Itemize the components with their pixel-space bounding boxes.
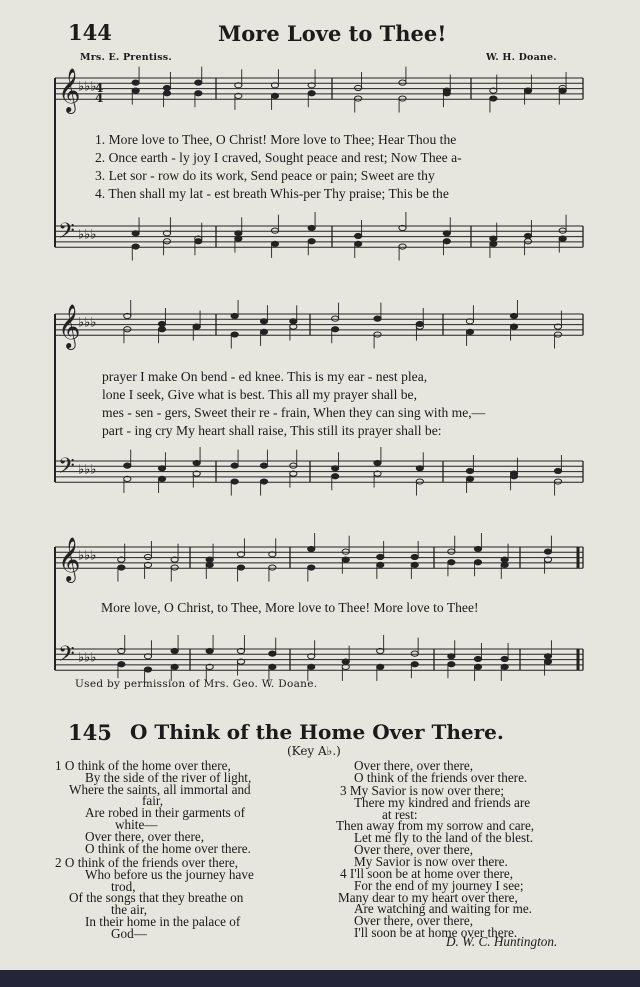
svg-text:4: 4 (95, 91, 104, 105)
svg-text:♭♭♭: ♭♭♭ (78, 650, 97, 666)
page-edge (0, 970, 640, 987)
verse-line-4a: 4. Then shall my lat - est breath Whis-per Thy praise; This be the (95, 186, 449, 201)
key-signature: (Key A♭.) (287, 744, 341, 758)
stanza-3: 3 My Savior is now over there; There my kindred and friends are at rest: Then away from my sorrow and care, Let me fly to the land of the blest. Over there, over there, My Savior is now over there. (336, 783, 535, 869)
verse-line-4b: part - ing cry My heart shall raise, This still its prayer shall be: (102, 423, 442, 438)
svg-text:♭♭♭: ♭♭♭ (78, 462, 97, 478)
permission-note: Used by permission of Mrs. Geo. W. Doane. (75, 678, 318, 690)
svg-text:♭♭♭: ♭♭♭ (78, 548, 97, 564)
svg-text:𝄞: 𝄞 (58, 68, 81, 113)
verse-line-3a: 3. Let sor - row do its work, Send peace or pain; Sweet are thy (95, 168, 435, 183)
author-signature: D. W. C. Huntington. (446, 934, 558, 949)
verse-line-1b: prayer I make On bend - ed knee. This is my ear - nest plea, (102, 369, 428, 384)
stanza-1-cont: Over there, over there, O think of the friends over there. (354, 758, 528, 785)
svg-text:4: 4 (95, 81, 104, 95)
svg-text:𝄞: 𝄞 (58, 537, 81, 582)
hymn-title: More Love to Thee! (218, 21, 447, 46)
hymn-number: 144 (68, 20, 112, 45)
stanza-1: 1 O think of the home over there, By the side of the river of light, Where the saints, all immortal and fair, Are robed in their garments of white— Over there, over there, O think of the home over there. (55, 758, 252, 856)
refrain-line: More love, O Christ, to Thee, More love to Thee! More love to Thee! (101, 600, 479, 615)
composer-credit: W. H. Doane. (486, 52, 557, 63)
verse-line-2b: lone I seek, Give what is best. This all my prayer shall be, (102, 387, 417, 402)
svg-text:𝄞: 𝄞 (58, 304, 81, 349)
stanza-2: 2 O think of the friends over there, Who before us the journey have trod, Of the songs that they breathe on the air, In their home in the palace of God— (55, 855, 254, 941)
verse-line-2a: 2. Once earth - ly joy I craved, Sought peace and rest; Now Thee a- (95, 150, 462, 165)
svg-text:𝄢: 𝄢 (58, 641, 75, 672)
stanza-4: 4 I'll soon be at home over there, For the end of my journey I see; Many dear to my heart over there, Are watching and waiting for me. Over there, over there, I'll soon be at home over there. (338, 866, 532, 940)
verse-line-1a: 1. More love to Thee, O Christ! More love to Thee; Hear Thou the (95, 132, 457, 147)
svg-text:♭♭♭: ♭♭♭ (78, 227, 97, 243)
svg-text:𝄢: 𝄢 (58, 453, 75, 484)
verse-line-3b: mes - sen - gers, Sweet their re - frain, When they can sing with me,— (102, 405, 486, 420)
lyricist-credit: Mrs. E. Prentiss. (80, 52, 172, 63)
svg-text:𝄢: 𝄢 (58, 218, 75, 249)
hymn-title-145: O Think of the Home Over There. (130, 720, 504, 744)
svg-text:♭♭♭: ♭♭♭ (78, 79, 97, 95)
hymn-number-145: 145 (68, 720, 112, 745)
svg-text:♭♭♭: ♭♭♭ (78, 315, 97, 331)
